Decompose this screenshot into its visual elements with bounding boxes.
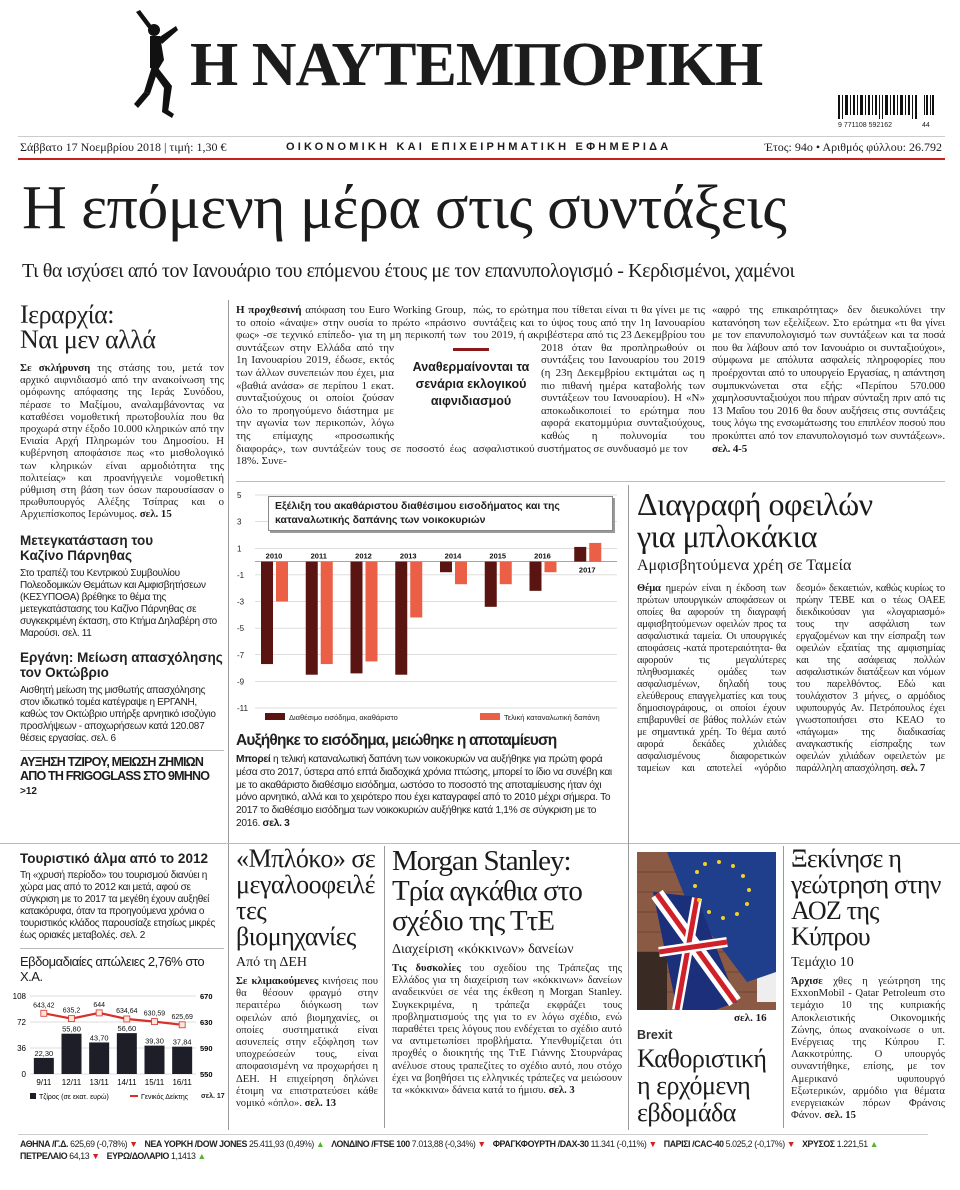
- date-price: Σάββατο 17 Νοεμβρίου 2018 | τιμή: 1,30 €: [20, 140, 227, 154]
- church-headline-2: Ναι μεν αλλά: [20, 325, 156, 354]
- brexit-photo-ref: σελ. 16: [734, 1012, 767, 1024]
- y-tick-label: 1: [237, 544, 242, 554]
- arrow-down-icon: ▼: [477, 1139, 486, 1149]
- lead-col-3: «αφρό της επικαιρότητας» δεν διευκολύνει την κατανόηση των εξελίξεων. Στο ερώτημα «τι θα γίνει με τον επανυπολογισμό των συντάξεων και τα ποσά που θα λάβουν από τον Ιανουάριο οι συνταξιούχοι», σύμφωνα με απόλυτα ασφαλείς πληροφορίες που προέρχονται από το υπουργείο Εργασίας, η απάντηση συμπυκνώνεται στα εξής: «Περίπου 570.000 χαμηλοσυνταξιούχοι που πήραν σύνταξη πριν από τις 13 Μαΐου του 2016 θα δουν αυξήσεις στις συντάξεις τους λόγω της ενσωμάτωσης του επιπλέον ποσού που προκύπτει από τον επανυπολογισμό των συντάξεων». σελ. 4-5: [712, 304, 945, 455]
- ticker-label: ΝΕΑ ΥΟΡΚΗ /DOW JONES: [144, 1139, 250, 1149]
- cyprus-article: Ξεκίνησε η γεώτρηση στην ΑΟΖ της Κύπρου Τεμάχιο 10 Άρχισε χθες η γεώτρηση της ExxonMobil - Qatar Petroleum στο τεμάχιο 10 της κυπριακής Αποκλειστικής Οικονομικής Ζώνης, όπως ανακοίνωσε ο υπ. Ενέργειας της Κύπρου Γ. Λακκοτρύπης. Ο υπουργός συναντήθηκε, επίσης, με τον Αμερικανό υφυπουργό Εξωτερικών, αρμόδιο για θέματα ενεργειακών πόρων Φράνσις Φάνον. σελ. 15: [791, 844, 945, 1122]
- legend-label: Τζίρος (σε εκατ. ευρώ): [39, 1094, 109, 1101]
- legend-swatch: [265, 713, 285, 720]
- index-point: [96, 1010, 102, 1016]
- left-tick-label: 72: [17, 1018, 26, 1027]
- brexit-article: Brexit Καθοριστική η ερχόμενη εβδομάδα: [637, 1028, 767, 1127]
- barcode-issue: 44: [922, 122, 930, 129]
- y-tick-label: -1: [237, 570, 245, 580]
- bar-2014-income: [440, 562, 452, 573]
- right-tick-label: 670: [200, 992, 213, 1001]
- casino-article: Μετεγκατάσταση του Καζίνο Πάρνηθας Στο τραπέζι του Κεντρικού Συμβουλίου Πολεοδομικών Θεμάτων και Αμφισβητήσεων (ΚΕΣΥΠΟΘΑ) βρέθηκε το θέμα της μετεγκατάστασης του Καζίνο Πάρνηθας σε συγκεκριμένη έκταση, στο Κτήμα Δηλαβέρη στο Μαρούσι. σελ. 11: [20, 532, 217, 639]
- left-column-top: [20, 302, 224, 799]
- ticker-item: [664, 1139, 795, 1150]
- issue-info: Έτος: 94ο • Αριθμός φύλλου: 26.792: [764, 140, 942, 154]
- arrow-down-icon: ▼: [786, 1139, 796, 1149]
- x-tick-label: 15/11: [144, 1078, 165, 1087]
- barcode: [838, 95, 934, 129]
- arrow-down-icon: ▼: [129, 1139, 138, 1149]
- lead-headline: Η επόμενη μέρα στις συντάξεις: [22, 174, 787, 242]
- volume-bar: [145, 1046, 165, 1074]
- arrow-up-icon: ▲: [315, 1139, 325, 1149]
- right-tick-label: 590: [200, 1044, 213, 1053]
- x-tick-label: 2014: [444, 551, 462, 561]
- volume-label: 22,30: [34, 1048, 54, 1058]
- index-label: 634,64: [116, 1007, 138, 1015]
- legend-label: Διαθέσιμο εισόδημα, ακαθάριστο: [289, 713, 398, 722]
- bar-2017-consumption: [589, 543, 601, 562]
- volume-bar: [172, 1047, 192, 1074]
- frigoglass-teaser[interactable]: ΑΥΞΗΣΗ ΤΖΙΡΟΥ, ΜΕΙΩΣΗ ΖΗΜΙΩΝ ΑΠΟ ΤΗ FRIGOGLASS ΣΤΟ 9ΜΗΝΟ >12: [20, 754, 210, 797]
- volume-bar: [117, 1033, 137, 1074]
- x-tick-label: 2011: [310, 551, 327, 561]
- ticker-item: [331, 1139, 485, 1150]
- logo-hermes-icon: [128, 8, 188, 128]
- x-tick-label: 16/11: [172, 1078, 192, 1087]
- bar-2010-income: [261, 562, 273, 665]
- bar-2010-consumption: [276, 562, 288, 602]
- brexit-photo: [637, 852, 776, 1010]
- y-tick-label: -7: [237, 650, 245, 660]
- volume-label: 55,80: [62, 1024, 81, 1034]
- bar-2016-consumption: [545, 562, 557, 573]
- left-tick-label: 0: [21, 1070, 26, 1079]
- arrow-down-icon: ▼: [648, 1139, 657, 1149]
- legend-label: Γενικός Δείκτης: [141, 1094, 189, 1101]
- arrow-up-icon: ▲: [197, 1151, 206, 1161]
- ticker-value: 1.221,51: [836, 1139, 868, 1149]
- ticker-label: ΧΡΥΣΟΣ: [802, 1139, 837, 1149]
- x-tick-label: 2016: [534, 551, 551, 561]
- barcode-icon: [838, 95, 934, 119]
- lead-subheadline: Τι θα ισχύσει από τον Ιανουάριο του επόμενου έτους με τον επανυπολογισμό - Κερδισμένοι, χαμένοι: [22, 260, 795, 282]
- volume-label: 39,30: [145, 1036, 164, 1046]
- barcode-number: 9 771108 592162: [838, 122, 892, 129]
- stock-chart: [0, 984, 228, 1106]
- ticker-value: 7.013,88 (-0,34%): [411, 1139, 476, 1149]
- x-tick-label: 9/11: [36, 1078, 52, 1087]
- volume-bar: [89, 1042, 109, 1074]
- bar-2011-income: [306, 562, 318, 675]
- church-headline-1: Ιεραρχία:: [20, 300, 115, 329]
- x-tick-label: 14/11: [117, 1078, 137, 1087]
- ticker-label: ΕΥΡΩ/ΔΟΛΑΡΙΟ: [106, 1151, 172, 1161]
- masthead-rule: [18, 158, 945, 160]
- x-tick-label: 2015: [489, 551, 507, 561]
- x-tick-label: 13/11: [89, 1078, 109, 1087]
- arrow-up-icon: ▲: [869, 1139, 879, 1149]
- index-point: [152, 1019, 158, 1025]
- income-article: Αυξήθηκε το εισόδημα, μειώθηκε η αποταμίευση Μπορεί η τελική καταναλωτική δαπάνη των νοικοκυριών να αυξήθηκε για πρώτη φορά μέσα στο 2017, ύστερα από επτά διαδοχικά χρόνια πτώσης, μπορεί το ίδιο να συνέβη και με το ακαθάριστο διαθέσιμο εισόδημα, ωστόσο το ποσοστό της αποταμίευσης ήταν όχι μόνο αρνητικό, αλλά και το χειρότερο που έχει καταγραφεί από το 2010 μέχρι σήμερα. Το 2017 το διαθέσιμο εισόδημα των νοικοκυριών αυξήθηκε κατά 1,1% σε σύγκριση με το 2016. σελ. 3: [236, 732, 612, 829]
- ergani-article: Εργάνη: Μείωση απασχόλησης τον Οκτώβριο Αισθητή μείωση της μισθωτής απασχόλησης στον ιδιωτικό τομέα κατέγραψε η ΕΡΓΑΝΗ, καθώς τον Οκτώβριο υπήρξε αρνητικό ισοζύγιο προσλήψεων - αποχωρήσεων κατά 120.087 θέσεις εργασίας. σελ. 6: [20, 649, 223, 744]
- y-tick-label: -3: [237, 597, 245, 607]
- ticker-value: 11.341 (-0,11%): [590, 1139, 647, 1149]
- pull-quote: Αναθερμαίνονται τα σενάρια εκλογικού αιφνιδιασμού: [402, 348, 540, 410]
- right-tick-label: 630: [200, 1018, 213, 1027]
- bar-2015-consumption: [500, 562, 512, 585]
- church-article: Ιεραρχία: Ναι μεν αλλά Σε σκλήρυνση της στάσης του, μετά τον αρχικό αιφνιδιασμό από την ανακοίνωση της ομόφωνης απόφασης της Ιεράς Συνόδου, πέρασε το Μαξίμου, αναλαμβάνοντας να καταθέσει νομοθετική πρωτοβουλία που θα προχωρά στην έξοδο 10.000 κληρικών από την Ενιαία Αρχή Πληρωμών του Δημοσίου. Η κυβέρνηση αποφάσισε πως «το μισθολογικό των κληρικών είναι αρμοδιότητα της πολιτείας» και προανήγγειλε νομοθετική ρύθμιση στη βάση των όσων παρουσίασαν ο πρωθυπουργός Αλέξης Τσίπρας και ο Αρχιεπίσκοπος Ιερώνυμος. σελ. 15: [20, 300, 224, 521]
- y-tick-label: -11: [237, 704, 248, 713]
- debts-article: Διαγραφή οφειλών για μπλοκάκια Αμφισβητούμενα χρέη σε Ταμεία Θέμα ημερών είναι η έκδοση των πρώτων υπουργικών αποφάσεων οι οποίες θα αφορούν τη διαγραφή αμφισβητούμενων οφειλών προς τα ασφαλιστικά ταμεία. Οι υπουργικές αποφάσεις -κατά προτεραιότητα- θα αφορούν τις μεγαλύτερες πληθυσμιακές ομάδες των ασφαλισμένων, δηλαδή τους ελεύθερους επαγγελματίες και τους δημοσιογράφους, οι οποίοι έχουν επιβαρυνθεί σε βάθος πολλών ετών με σημαντικά χρέη. Το θέμα αυτό αφορά δεκάδες χιλιάδες ασφαλισμένους διαφορετικών ταμείων και αποτελεί «γόρδιο δεσμό» δεκαετιών, καθώς κυρίως το πρώην ΤΕΒΕ και ο τέως ΟΑΕΕ διεκδικούσαν για «λογαριασμό» τους την ασφάλιση των εργαζομένων και την είσπραξη των οφειλών εξαιτίας της αμφισημίας και της ασάφειας πολλών ασφαλιστικών διατάξεων και νόμων του παρελθόντος. Εδώ και τουλάχιστον 3 μήνες, ο αρμόδιος υφυπουργός Αν. Πετρόπουλος έχει γνωστοποιήσει στο ΚΕΑΟ το «πάγωμα» της διαδικασίας αναγκαστικής είσπραξης των οφειλών χιλιάδων οφειλετών με παράλληλη απασχόληση. σελ. 7: [637, 486, 945, 774]
- bar-2013-consumption: [410, 562, 422, 618]
- index-point: [124, 1016, 130, 1022]
- ticker-label: ΑΘΗΝΑ /Γ.Δ.: [20, 1139, 71, 1149]
- left-column-bottom: [12, 851, 225, 1106]
- left-tick-label: 108: [12, 992, 26, 1001]
- right-tick-label: 550: [200, 1070, 213, 1079]
- index-point: [41, 1010, 47, 1016]
- newspaper-title: Η ΝΑΥΤΕΜΠΟΡΙΚΗ: [190, 31, 763, 99]
- arrow-down-icon: ▼: [91, 1151, 100, 1161]
- tourism-article: Τουριστικό άλμα από το 2012 Τη «χρυσή περίοδο» του τουρισμού διανύει η χώρα μας από το 2012 και μετά, αφού σε σύγκριση με το 2017 τα μεγέθη έχουν αυξηθεί κατακόρυφα, όταν τα προηγούμενα χρόνια ο τουριστικός κλάδος παρουσίαζε ετησίως μικρές έως οριακές μεταβολές. σελ. 2: [20, 851, 216, 941]
- x-tick-label: 2012: [355, 551, 372, 561]
- legend-swatch: [30, 1093, 36, 1099]
- ticker-value: 625,69 (-0,78%): [70, 1139, 128, 1149]
- bar-2012-income: [351, 562, 363, 674]
- y-tick-label: 3: [237, 517, 242, 527]
- ticker-item: [493, 1139, 657, 1150]
- left-tick-label: 36: [17, 1044, 26, 1053]
- ticker-value: 64,13: [69, 1151, 90, 1161]
- ticker-item: [20, 1151, 100, 1162]
- x-tick-label: 12/11: [61, 1078, 82, 1087]
- bar-2016-income: [530, 562, 542, 591]
- bar-2012-consumption: [366, 562, 378, 662]
- dei-article: «Μπλόκο» σε μεγαλοοφειλέτες βιομηχανίες Από τη ΔΕΗ Σε κλιμακούμενες κινήσεις που θα θέσουν φραγμό στην περαιτέρω διόγκωση των οφειλών από βιομηχανίες, οι οποίες συστηματικά είναι ασυνεπείς στην εξόφληση των υποχρεώσεών τους, είναι αποφασισμένη να προχωρήσει η ΔΕΗ. Η επιχείρηση δηλώνει έτοιμη να επιστρατεύσει κάθε νομικό «όπλο». σελ. 13: [236, 844, 378, 1110]
- index-label: 630,59: [143, 1010, 166, 1018]
- market-page-ref: σελ. 17: [201, 1093, 225, 1100]
- ticker-label: ΛΟΝΔΙΝΟ /FTSE 100: [331, 1139, 412, 1149]
- ticker-item: [802, 1139, 878, 1150]
- market-headline: Εβδομαδιαίες απώλειες 2,76% στο Χ.Α.: [20, 954, 205, 984]
- bar-2011-consumption: [321, 562, 333, 665]
- ticker-label: ΠΕΤΡΕΛΑΙΟ: [20, 1151, 70, 1161]
- legend-label: Τελική καταναλωτική δαπάνη: [504, 713, 600, 722]
- ticker-item: [107, 1151, 206, 1162]
- index-label: 625,69: [171, 1013, 193, 1021]
- market-ticker: [20, 1139, 945, 1162]
- y-tick-label: -5: [237, 624, 245, 634]
- ticker-value: 5.025,2 (-0,17%): [725, 1139, 785, 1149]
- x-tick-label: 2017: [578, 565, 596, 575]
- bar-2014-consumption: [455, 562, 467, 585]
- y-tick-label: 5: [237, 491, 242, 500]
- income-chart-title: Εξέλιξη του ακαθάριστου διαθέσιμου εισοδήματος και της καταναλωτικής δαπάνης των νοικοκυριών: [268, 496, 613, 531]
- morgan-article: Morgan Stanley: Τρία αγκάθια στο σχέδιο της ΤτΕ Διαχείριση «κόκκινων» δανείων Τις δυσκολίες του σχεδίου της Τράπεζας της Ελλάδος για τη διαχείριση των «κόκκινων» δανείων αναδεικνύει σε νέα της έκθεση η Morgan Stanley. Συγκεκριμένα, η τράπεζα εκφράζει τους προβληματισμούς της για το εν λόγω σχέδιο, ενώ παραθέτει τρεις λόγους που ενδέχεται το σχέδιο αυτό να αντιμετωπίσει προβλήματα. Υπενθυμίζεται ότι προχθές ο διοικητής της ΤτΕ Γιάννης Στουρνάρας ανέλυσε στους τραπεζίτες το σχέδιο αυτό, που στόχο έχει να βοηθήσει τις ελληνικές τράπεζες να μειώσουν τα «κόκκινα» δάνεια κατά το ήμισυ. σελ. 3: [392, 845, 622, 1097]
- index-point: [69, 1016, 75, 1022]
- index-label: 643,42: [33, 1002, 55, 1010]
- y-tick-label: -9: [237, 677, 245, 687]
- bar-2017-income: [574, 547, 586, 562]
- legend-swatch: [480, 713, 500, 720]
- index-label: 635,2: [62, 1007, 81, 1015]
- ticker-item: [20, 1139, 138, 1150]
- volume-label: 56,60: [117, 1024, 137, 1034]
- ticker-item: [145, 1139, 325, 1150]
- lead-col-1: Η προχθεσινή απόφαση του Euro Working Group, το οποίο «άναψε» στην ουσία το πρώτο «πράσινο φως» -σε τεχνικό επίπεδο- για τη μη περικοπή των συντάξεων στην Ελλάδα από την 1η Ιανουαρίου 2019, έδωσε, εκτός των άλλων συνεπειών που έχει, μια «βαθιά ανάσα» σε περίπου 1 εκατ. συνταξιούχους οι οποίοι ζούσαν όλο το προηγούμενο διάστημα με την αγωνία των περικοπών, λόγω της επίμαχης «προσωπικής διαφοράς», των συντάξεών τους σε ποσοστό έως 18%. Συνε-: [236, 304, 466, 468]
- ticker-label: ΠΑΡΙΣΙ /CAC-40: [663, 1139, 726, 1149]
- volume-bar: [34, 1058, 54, 1074]
- volume-label: 37,84: [172, 1037, 192, 1047]
- ticker-label: ΦΡΑΓΚΦΟΥΡΤΗ /DAX-30: [492, 1139, 591, 1149]
- bar-2015-income: [485, 562, 497, 607]
- tagline: ΟΙΚΟΝΟΜΙΚΗ ΚΑΙ ΕΠΙΧΕΙΡΗΜΑΤΙΚΗ ΕΦΗΜΕΡΙΔΑ: [286, 141, 672, 153]
- bar-2013-income: [395, 562, 407, 675]
- x-tick-label: 2010: [265, 551, 283, 561]
- volume-bar: [62, 1034, 82, 1074]
- ticker-value: 1,1413: [171, 1151, 196, 1161]
- ticker-value: 25.411,93 (0,49%): [249, 1139, 314, 1149]
- index-label: 644: [93, 1001, 106, 1009]
- index-point: [179, 1022, 185, 1028]
- volume-label: 43,70: [89, 1033, 109, 1043]
- lead-col-2: πώς, το ερώτημα που τίθεται είναι τι θα γίνει με τις συντάξεις και το ύψος τους από την 1η Ιανουαρίου του 2019, ή ακριβέστερα από τις 23 Δεκεμβρίου του 2018 όταν θα προπληρωθούν οι συντάξεις του Ιανουαρίου του 2019 (η 23η Δεκεμβρίου εκτιμάται ως η πιο πιθανή ημέρα καταβολής των συντάξεων του Ιανουαρίου). Η «Ν» αποκωδικοποιεί το ερώτημα που αφορά εκατομμύρια συνταξιούχους, καθώς η πολυνομία του ασφαλιστικού συστήματος σε συνδυασμό με τον: [473, 304, 705, 455]
- x-tick-label: 2013: [399, 551, 417, 561]
